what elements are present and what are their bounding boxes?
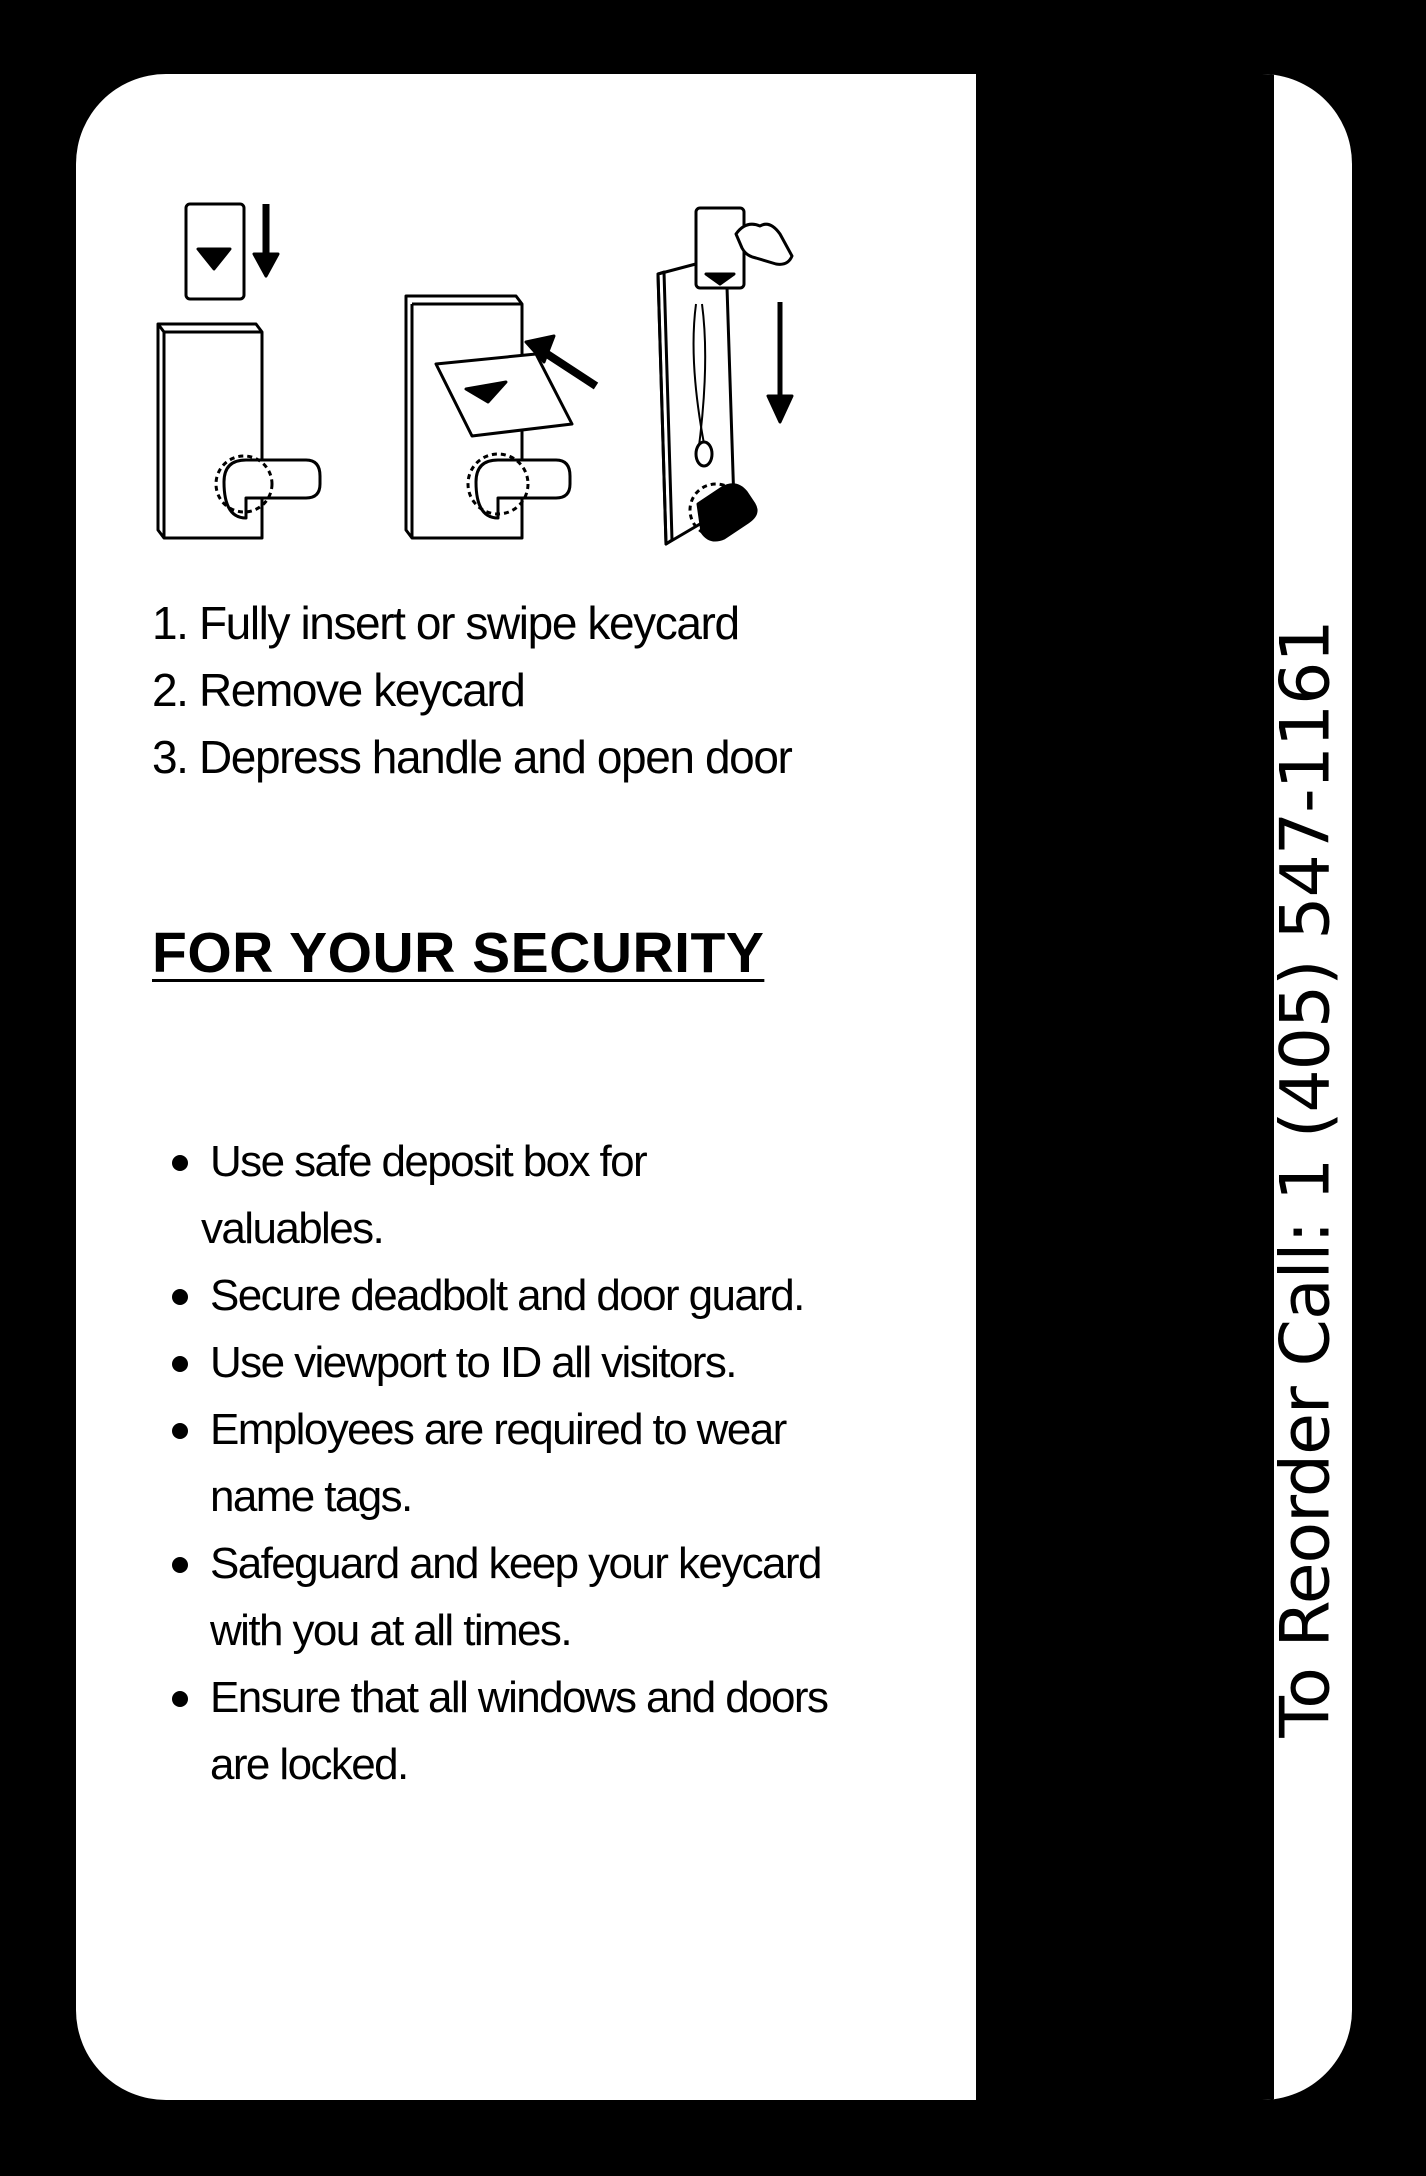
keycard-swipe-lock-icon [406,296,596,538]
security-tips-list [76,1128,976,1798]
security-tip: Employees are required to wear name tags. [76,1396,976,1530]
keycard-insert-lock-icon [158,204,320,538]
magnetic-stripe [976,74,1274,2100]
bullet-icon [172,1691,188,1707]
security-tip: Safeguard and keep your keycard with you at all times. [76,1530,976,1664]
reorder-phone-text: To Reorder Call: 1 (405) 547-1161 [1266,620,1346,1738]
keycard-door-hang-icon [658,208,792,544]
keycard-back [76,74,1352,2100]
bullet-icon [172,1356,188,1372]
keycard-instructions-illustration [136,124,916,584]
security-tip: Use viewport to ID all visitors. [76,1329,976,1396]
security-tip: Ensure that all windows and doors are locked. [76,1664,976,1798]
bullet-icon [172,1557,188,1573]
instruction-step: 1. Fully insert or swipe keycard [152,597,739,649]
security-tip: Secure deadbolt and door guard. [76,1262,976,1329]
security-heading: FOR YOUR SECURITY [152,921,765,985]
instruction-step: 3. Depress handle and open door [152,731,792,783]
bullet-icon [172,1423,188,1439]
bullet-icon [172,1155,188,1171]
instruction-step: 2. Remove keycard [152,664,525,716]
instruction-steps [152,590,791,791]
bullet-icon [172,1289,188,1305]
security-tip: Use safe deposit box for valuables. [76,1128,976,1262]
